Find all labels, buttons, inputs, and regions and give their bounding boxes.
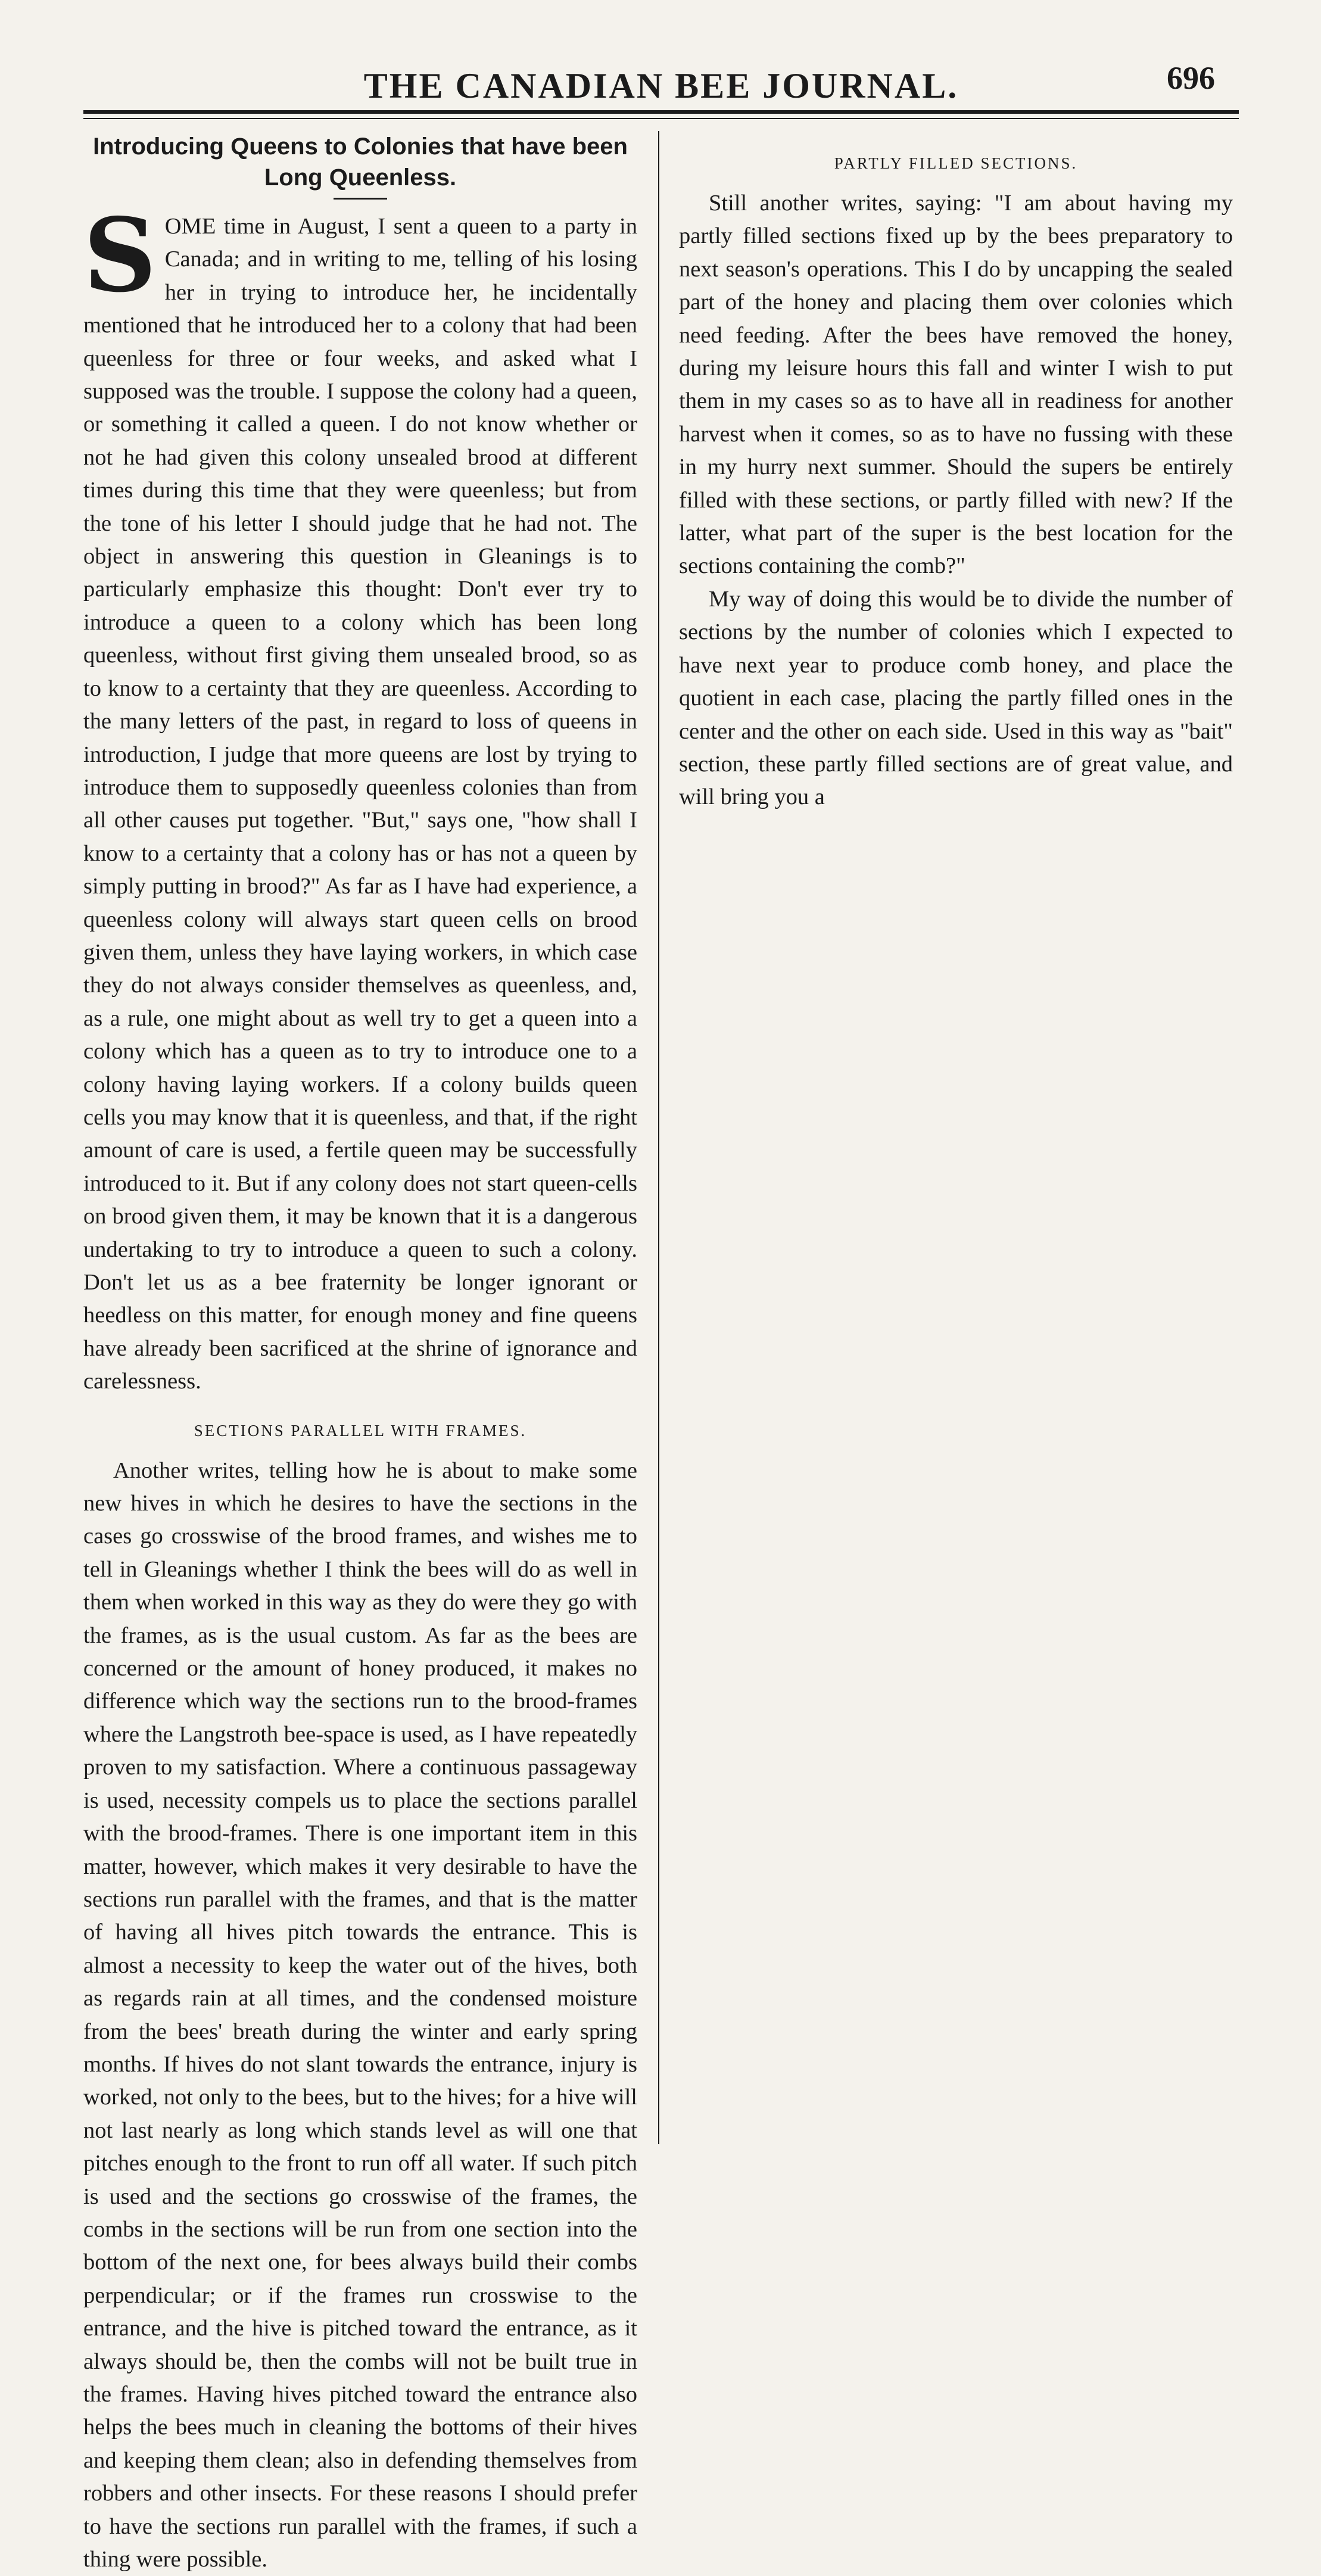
journal-title: THE CANADIAN BEE JOURNAL.: [363, 66, 959, 105]
title-dash: [334, 198, 387, 200]
article-title: Introducing Queens to Colonies that have been Long Queenless.: [93, 133, 628, 191]
section-heading-parallel: SECTIONS PARALLEL WITH FRAMES.: [194, 1421, 527, 1440]
paragraph-partly-filled-answer: My way of doing this would be to divide the number of sections by the number of colonies which I expected to have next year to produce comb honey, and place the quotient in each case, placing the partly filled ones in the center and the other on each side. Used in this way as "bait" section, these partly filled sections are of great value, and will bring you a: [679, 586, 1233, 810]
paragraph-partly-filled-question: Still another writes, saying: "I am about having my partly filled sections fixed up by the bees preparatory to next season's operations. This I do by uncapping the sealed part of the honey and placing them over colonies which need feeding. After the bees have removed the honey, during my leisure hours this fall and winter I wish to put them in my cases so as to have all in readiness for another harvest when it comes, so as to have no fussing with these in my hurry next summer. Should the supers be entirely filled with these sections, or partly filled with new? If the latter, what part of the super is the best location for the sections containing the comb?": [679, 191, 1233, 579]
header-rule-thick: [83, 110, 1239, 114]
paragraph-parallel: Another writes, telling how he is about to make some new hives in which he desires to have the sections in the cases go crosswise of the brood frames, and wishes me to tell in Gleanings whether I think the bees will do as well in them when worked in this way as they do were they go with the frames, as is the usual custom. As far as the bees are concerned or the amount of honey produced, it makes no difference which way the sections run to the brood-frames where the Langstroth bee-space is used, as I have repeatedly proven to my satisfaction. Where a continuous passageway is used, necessity compels us to place the sections parallel with the brood-frames. There is one important item in this matter, however, which makes it very desirable to have the sections run parallel with the frames, and that is the matter of having all hives pitch towards the entrance. This is almost a necessity to keep the water out of the hives, both as regards rain at all times, and the condensed moisture from the bees' breath during the winter and early spring months. If hives do not slant towards the entrance, injury is worked, not only to the bees, but to the hives; for a hive will not last nearly as long which stands level as will one that pitches enough to the front to run off all water. If such pitch is used and the sections go crosswise of the frames, the combs in the sections will be run from one section into the bottom of the next one, for bees always build their combs perpendicular; or if the frames run crosswise to the entrance, and the hive is pitched toward the entrance, as it always should be, then the combs will not be built true in the frames. Having hives pitched toward the entrance also helps the bees much in cleaning the bottoms of their hives and keeping them clean; also in defending themselves from robbers and other insects. For these reasons I should prefer to have the sections run parallel with the frames, if such a thing were possible.: [83, 1457, 638, 2572]
paragraph-intro: [83, 196, 637, 1398]
article-columns: [83, 131, 1239, 2572]
column-divider: [658, 131, 659, 2144]
paragraph-intro-text: OME time in August, I sent a queen to a party in Canada; and in writing to me, telling of his losing her in trying to introduce her, he incidentally mentioned that he introduced her to a colony that had been queenless for three or four weeks, and asked what I supposed was the trouble. I suppose the colony had a queen, or something it called a queen. I do not know whether or not he had given this colony unsealed brood at different times during this time that they were queenless; but from the tone of his letter I should judge that he had not. The object in answering this question in Gleanings is to particularly emphasize this thought: Don't ever try to introduce a queen to a colony which has been long queenless, without first giving them unsealed brood, so as to know to a certainty that they are queenless. According to the many letters of the past, in regard to loss of queens in introduction, I judge that more queens are lost by trying to introduce them to supposedly queenless colonies than from all other causes put together. "But," says one, "how shall I know to a certainty that a colony has or has not a queen by simply putting in brood?" As far as I have had experience, a queenless colony will always start queen cells on brood given them, unless they have laying workers, in which case they do not always consider themselves as queenless, and, as a rule, one might about as well try to get a queen into a colony which has a queen as to try to introduce one to a colony having laying workers. If a colony builds queen cells you may know that it is queenless, and that, if the right amount of care is used, a fertile queen may be successfully introduced to it. But if any colony does not start queen-cells on brood given them, it may be known that it is a dangerous undertaking to try to introduce a queen to such a colony. Don't let us as a bee fraternity be longer ignorant or heedless on this matter, for enough money and fine queens have already been sacrificed at the shrine of ignorance and carelessness.: [83, 214, 637, 1394]
left-column: [83, 131, 637, 2576]
running-head: [83, 48, 1239, 113]
drop-cap: S: [83, 196, 157, 315]
section-heading-partly-filled: PARTLY FILLED SECTIONS.: [834, 154, 1078, 172]
journal-page: [83, 48, 1239, 2572]
header-rule-thin: [83, 118, 1239, 119]
page-number: 696: [1167, 60, 1215, 96]
right-column: [679, 131, 1233, 814]
